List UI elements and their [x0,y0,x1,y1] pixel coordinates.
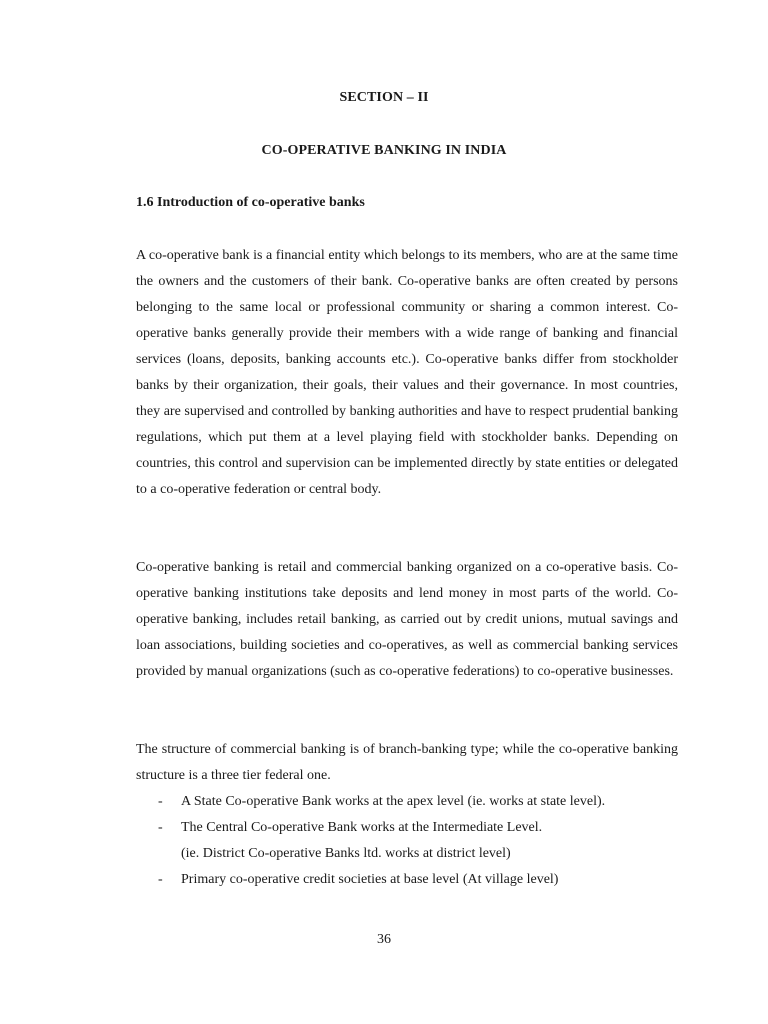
section-label: SECTION – II [339,90,429,105]
list-bullet: - [158,872,163,887]
list-item-text: A State Co-operative Bank works at the apex level (ie. works at state level). [181,794,606,809]
list-item-continuation: (ie. District Co-operative Banks ltd. works at district level) [181,846,511,861]
paragraph-intro: A co-operative bank is a financial entity which belongs to its members, who are at the same time the owners and the customers of their bank. Co-operative banks are often created by persons belonging to the same local or professional community or sharing a common interest. Co-operative banks generally provide their members with a wide range of banking and financial services (loans, deposits, banking accounts etc.). Co-operative banks differ from stockholder banks by their organization, their goals, their values and their governance. In most countries, they are supervised and controlled by banking authorities and have to respect prudential banking regulations, which put them at a level playing field with stockholder banks. Depending on countries, this control and supervision can be implemented directly by state entities or delegated to a co-operative federation or central body. [136,248,678,497]
list-item [136,815,696,841]
chapter-title: CO-OPERATIVE BANKING IN INDIA [261,143,507,158]
list-item-text: The Central Co-operative Bank works at the Intermediate Level. [181,820,543,835]
list-bullet: - [158,820,163,835]
list-item [136,789,696,815]
paragraph-retail-commercial: Co-operative banking is retail and commercial banking organized on a co-operative basis. Co-operative banking institutions take deposits and lend money in most parts of the world. Co-operative banking, includes retail banking, as carried out by credit unions, mutual savings and loan associations, building societies and co-operatives, as well as commercial banking services provided by manual organizations (such as co-operative federations) to co-operative businesses. [136,560,678,679]
paragraph-structure: The structure of commercial banking is of branch-banking type; while the co-operative banking structure is a three tier federal one. [136,742,678,783]
list-item [136,867,696,893]
list-bullet: - [158,794,163,809]
list-item-text: Primary co-operative credit societies at base level (At village level) [181,872,559,887]
structure-list [136,789,696,893]
subsection-heading: 1.6 Introduction of co-operative banks [136,195,365,210]
page-number: 36 [377,932,391,947]
